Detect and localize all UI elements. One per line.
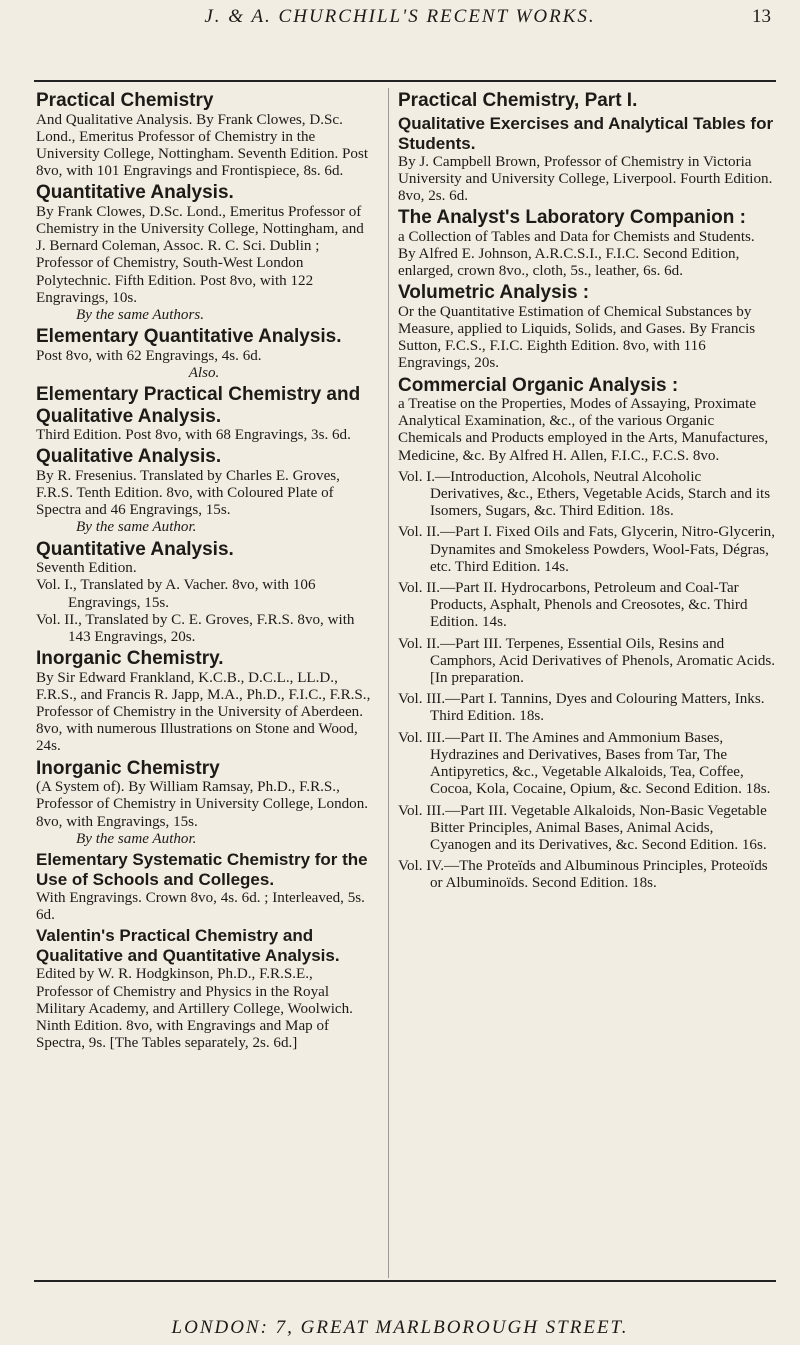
entry-quantitative-analysis-clowes bbox=[36, 182, 372, 324]
entry-elementary-practical bbox=[36, 384, 372, 444]
entry-body: Or the Quantitative Estimation of Chemical Substances by Measure, applied to Liquids, Solids, and Gases. By Francis Sutton, F.C.S., F.I.C. Eighth Edition. 8vo, with 116 Engravings, 20s. bbox=[398, 303, 756, 372]
entry-title: Valentin's Practical Chemistry and Qualitative and Quantitative Analysis. bbox=[36, 926, 340, 966]
entry-practical-chemistry-part-one bbox=[398, 90, 776, 205]
volume-line: Vol. III.—Part III. Vegetable Alkaloids, Non-Basic Vegetable Bitter Principles, Animal Bases, Animal Acids, Cyanogen and its Derivatives, &c. Second Edition. 16s. bbox=[398, 802, 767, 853]
entry-qualitative-analysis-fresenius bbox=[36, 446, 372, 536]
entry-body: By R. Fresenius. Translated by Charles E. Groves, F.R.S. Tenth Edition. 8vo, with Coloured Plate of Spectra and 46 Engravings, 15s. bbox=[36, 467, 340, 519]
entry-title: The Analyst's Laboratory Companion : bbox=[398, 207, 746, 229]
entry-title: Quantitative Analysis. bbox=[36, 182, 234, 204]
right-column bbox=[398, 88, 776, 893]
volume-line: Vol. II.—Part III. Terpenes, Essential Oils, Resins and Camphors, Acid Derivatives of Phenols, Aromatic Acids. [In preparation. bbox=[398, 635, 776, 687]
entry-body: By J. Campbell Brown, Professor of Chemistry in Victoria University and University College, Liverpool. Fourth Edition. 8vo, 2s. 6d. bbox=[398, 153, 773, 204]
left-column bbox=[36, 88, 372, 1052]
entry-body: By Sir Edward Frankland, K.C.B., D.C.L., LL.D., F.R.S., and Francis R. Japp, M.A., Ph.D., F.I.C., F.R.S., Professor of Chemistry in the University of Aberdeen. 8vo, with numerous Illustrations on Stone and Wood, 24s. bbox=[36, 669, 371, 755]
entry-body: And Qualitative Analysis. By Frank Clowes, D.Sc. Lond., Emeritus Professor of Chemistry in the University College, Nottingham. Seventh Edition. Post 8vo, with 101 Engravings and Frontispiece, 8s. 6d. bbox=[36, 111, 369, 180]
page-number: 13 bbox=[752, 6, 771, 27]
volume-line: Vol. II.—Part II. Hydrocarbons, Petroleum and Coal-Tar Products, Asphalt, Phenols and Creosotes, &c. Third Edition. 14s. bbox=[398, 580, 748, 631]
entry-title: Practical Chemistry, Part I. bbox=[398, 90, 638, 111]
entry-title: Practical Chemistry bbox=[36, 90, 214, 111]
volume-line: Vol. III.—Part I. Tannins, Dyes and Colouring Matters, Inks. Third Edition. 18s. bbox=[398, 691, 765, 725]
footer-rule bbox=[34, 1280, 776, 1282]
entry-volumetric-analysis bbox=[398, 282, 776, 372]
entry-body: Edited by W. R. Hodgkinson, Ph.D., F.R.S.E., Professor of Chemistry and Physics in the Royal Military Academy, and Artillery College, Woolwich. Ninth Edition. 8vo, with Engravings and Map of Spectra, 9s. [The Tables separately, 2s. 6d.] bbox=[36, 966, 353, 1052]
running-header bbox=[0, 2, 800, 32]
entry-practical-chemistry bbox=[36, 90, 372, 180]
running-title: J. & A. CHURCHILL'S RECENT WORKS. bbox=[204, 6, 596, 27]
entry-title: Qualitative Analysis. bbox=[36, 446, 222, 468]
volume-line: Vol. I., Translated by A. Vacher. 8vo, with 106 Engravings, 15s. bbox=[36, 577, 316, 611]
volume-line: Vol. II.—Part I. Fixed Oils and Fats, Glycerin, Nitro-Glycerin, Dynamites and Smokeless Powders, Wool-Fats, Dégras, etc. Third Edition. 14s. bbox=[398, 524, 776, 575]
entry-body: Third Edition. Post 8vo, with 68 Engravings, 3s. 6d. bbox=[36, 427, 351, 444]
entry-inorganic-chemistry-frankland bbox=[36, 648, 372, 756]
entry-body: Seventh Edition. bbox=[36, 560, 137, 577]
entry-title: Elementary Systematic Chemistry for the Use of Schools and Colleges. bbox=[36, 850, 368, 889]
volume-line: Vol. I.—Introduction, Alcohols, Neutral Alcoholic Derivatives, &c., Ethers, Vegetable Acids, Starch and its Isomers, Sugars, &c. Third Edition. 18s. bbox=[398, 468, 771, 520]
also-label: Also. bbox=[188, 364, 220, 381]
entry-elementary-quantitative bbox=[36, 326, 372, 382]
entry-commercial-organic-analysis bbox=[398, 375, 776, 893]
entry-inorganic-chemistry-ramsay bbox=[36, 758, 372, 848]
footer-imprint: LONDON: 7, GREAT MARLBOROUGH STREET. bbox=[171, 1317, 629, 1338]
entry-title: Inorganic Chemistry. bbox=[36, 648, 224, 670]
entry-valentin bbox=[36, 926, 372, 1052]
entry-body: With Engravings. Crown 8vo, 4s. 6d. ; Interleaved, 5s. 6d. bbox=[36, 890, 365, 924]
entry-analysts-companion bbox=[398, 207, 776, 280]
entry-quantitative-analysis-fresenius bbox=[36, 539, 372, 647]
header-rule bbox=[34, 80, 776, 82]
entry-subtitle: Qualitative Exercises and Analytical Tables for Students. bbox=[398, 113, 774, 153]
by-same-author: By the same Author. bbox=[76, 830, 197, 847]
volume-line: Vol. II., Translated by C. E. Groves, F.R.S. 8vo, with 143 Engravings, 20s. bbox=[36, 611, 355, 645]
entry-title: Quantitative Analysis. bbox=[36, 538, 234, 560]
by-same-authors: By the same Authors. bbox=[76, 307, 205, 324]
entry-body: a Collection of Tables and Data for Chemists and Students. By Alfred E. Johnson, A.R.C.S.I., F.I.C. Second Edition, enlarged, crown 8vo., cloth, 5s., leather, 6s. 6d. bbox=[398, 228, 755, 280]
entry-body: a Treatise on the Properties, Modes of Assaying, Proximate Analytical Examination, &c., of the various Organic Chemicals and Products employed in the Arts, Manufactures, Medicine, &c. By Alfred H. Allen, F.I.C., F.C.S. 8vo. bbox=[398, 396, 769, 464]
entry-body: (A System of). By William Ramsay, Ph.D., F.R.S., Professor of Chemistry in University College, London. 8vo, with Engravings, 15s. bbox=[36, 779, 369, 830]
column-divider bbox=[388, 88, 389, 1278]
volume-line: Vol. IV.—The Proteïds and Albuminous Principles, Proteoïds or Albuminoïds. Second Edition. 18s. bbox=[398, 858, 768, 892]
entry-title: Elementary Practical Chemistry and Qualitative Analysis. bbox=[36, 384, 361, 427]
entry-title: Volumetric Analysis : bbox=[398, 282, 590, 304]
entry-title: Inorganic Chemistry bbox=[36, 757, 220, 779]
volume-line: Vol. III.—Part II. The Amines and Ammonium Bases, Hydrazines and Derivatives, Bases from Tar, The Antipyretics, &c., Vegetable Alkaloids, Tea, Coffee, Cocoa, Kola, Cocaine, Opium, &c. Second Edition. 18s. bbox=[398, 729, 771, 798]
entry-body: Post 8vo, with 62 Engravings, 4s. 6d. bbox=[36, 347, 262, 364]
by-same-author: By the same Author. bbox=[76, 519, 197, 536]
entry-body: By Frank Clowes, D.Sc. Lond., Emeritus Professor of Chemistry in the University College, Nottingham, and J. Bernard Coleman, Assoc. R. C. Sci. Dublin ; Professor of Chemistry, South-West London Polytechnic. Fifth Edition. Post 8vo, with 122 Engravings, 10s. bbox=[36, 203, 364, 306]
entry-elementary-systematic bbox=[36, 850, 372, 924]
entry-title: Elementary Quantitative Analysis. bbox=[36, 326, 342, 348]
entry-title: Commercial Organic Analysis : bbox=[398, 374, 679, 396]
